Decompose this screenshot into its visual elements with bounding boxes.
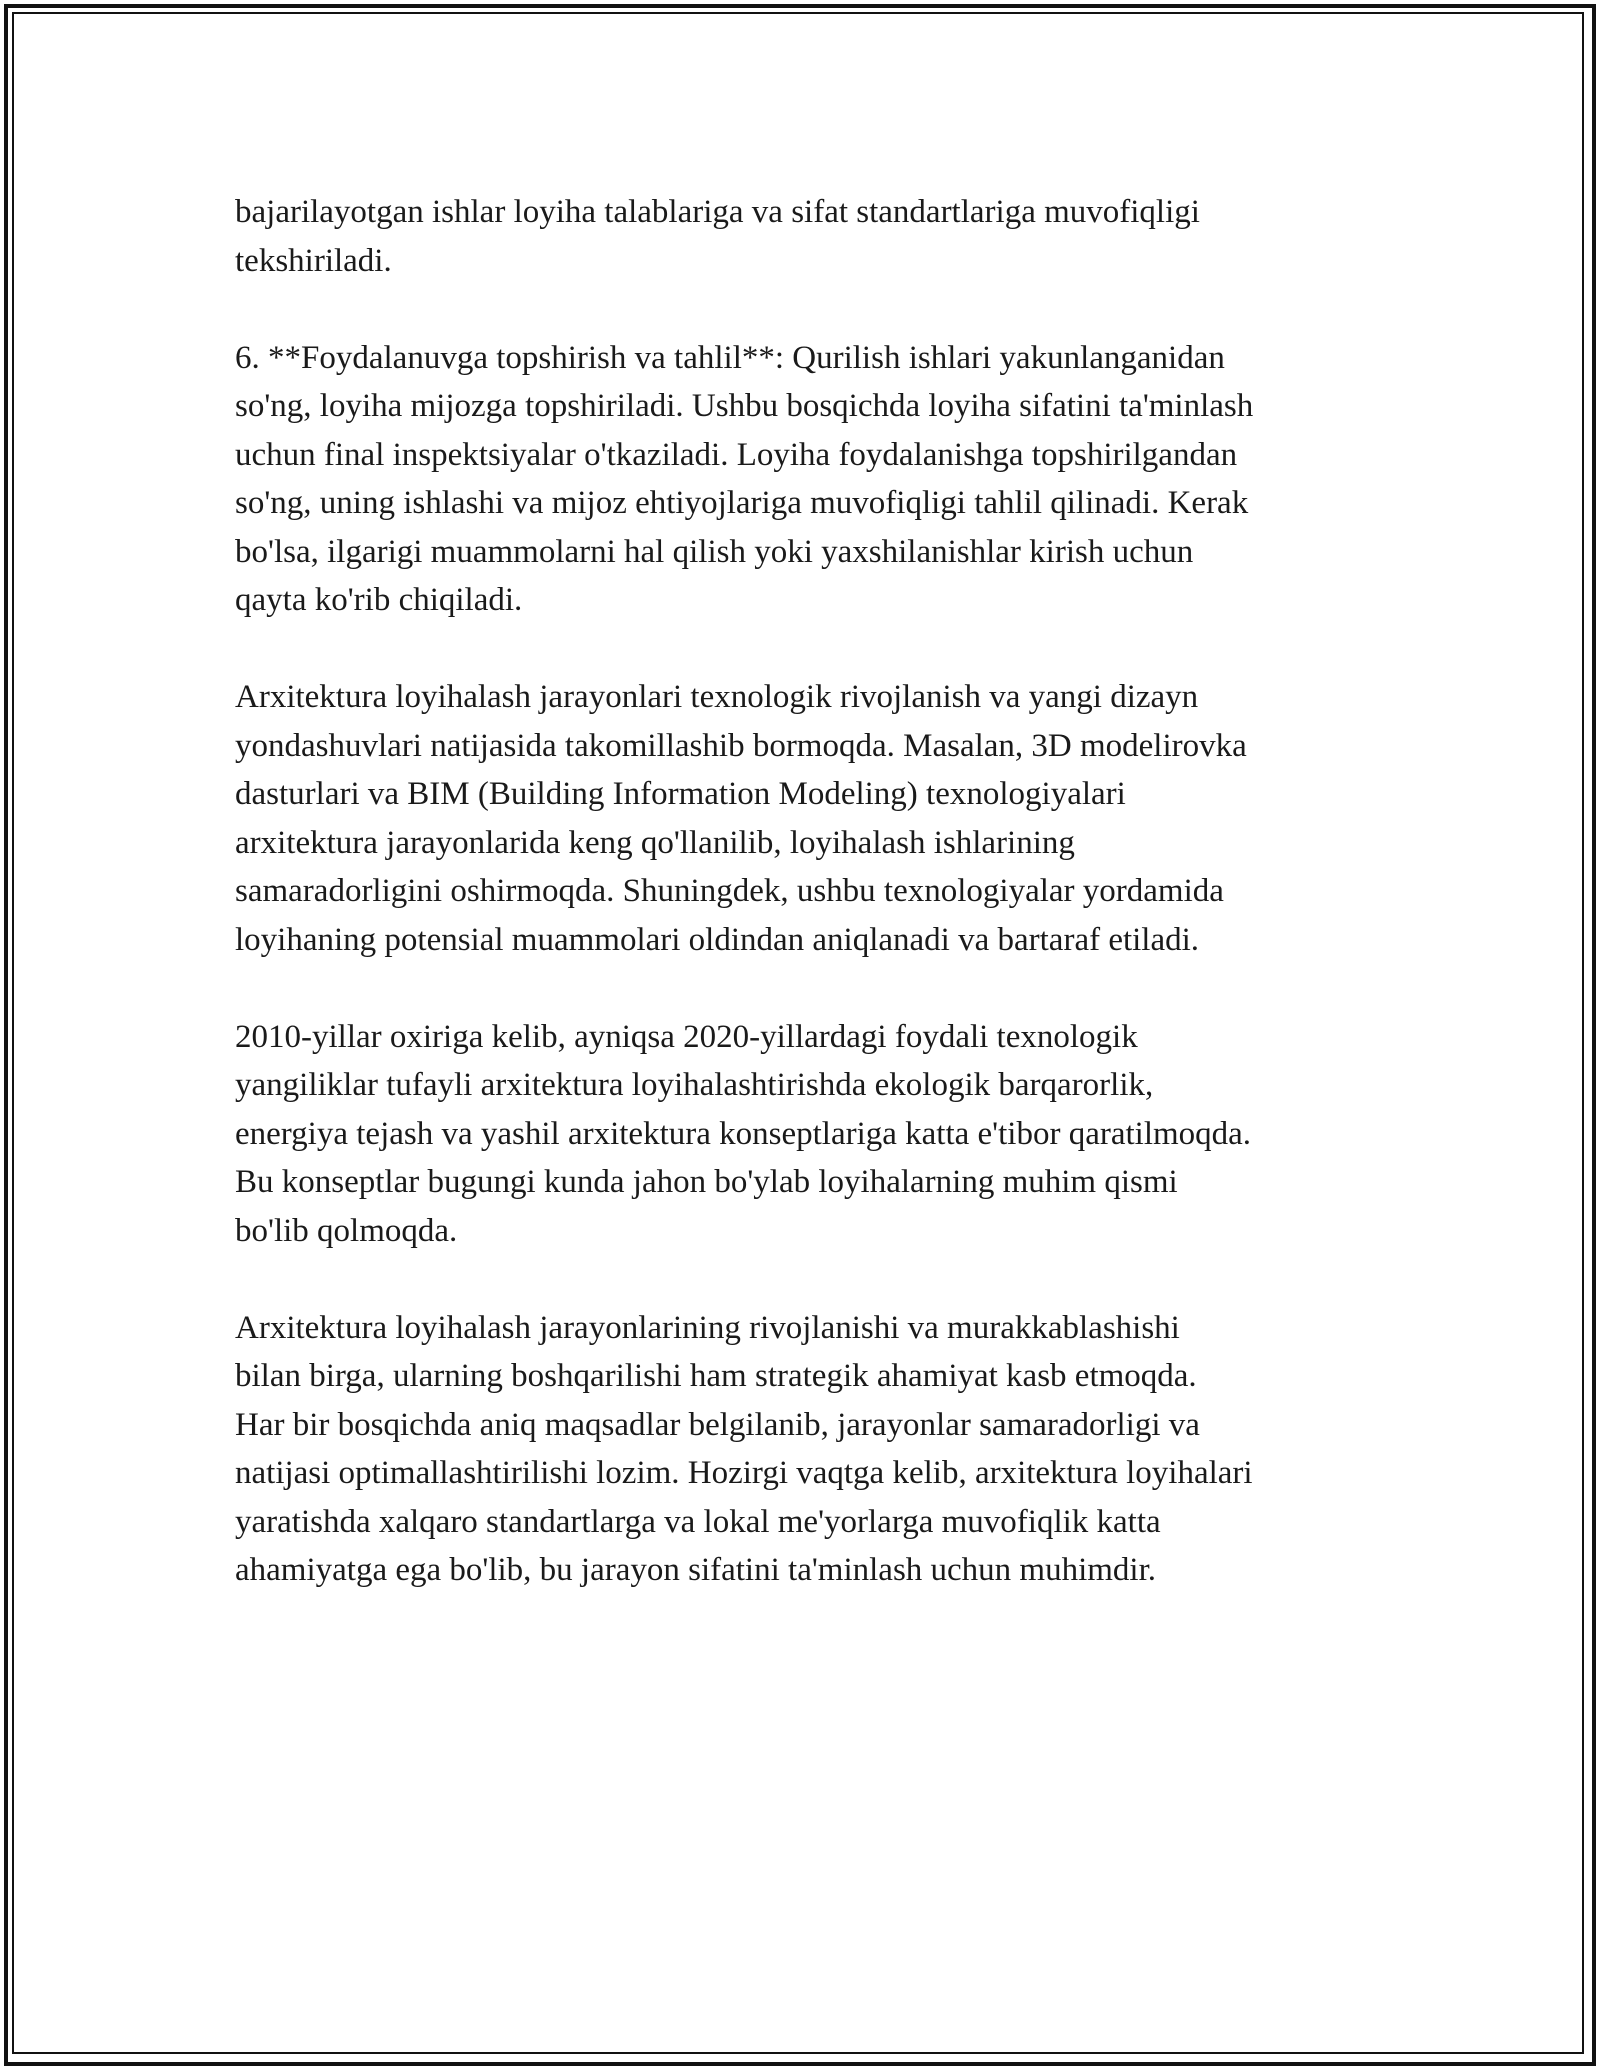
text-line: arxitektura jarayonlarida keng qo'llanilib, loyihalash ishlarining <box>235 824 1075 861</box>
text-line: Arxitektura loyihalash jarayonlari texnologik rivojlanish va yangi dizayn <box>235 679 1199 715</box>
text-line: Arxitektura loyihalash jarayonlarining rivojlanishi va murakkablashishi <box>235 1309 1180 1346</box>
paragraph-technology-development <box>235 673 1375 964</box>
paragraph-ecological-sustainability <box>235 1013 1375 1256</box>
text-line: loyihaning potensial muammolari oldindan aniqlanadi va bartaraf etiladi. <box>235 921 1200 958</box>
text-line: bilan birga, ularning boshqarilishi ham strategik ahamiyat kasb etmoqda. <box>235 1358 1197 1394</box>
text-line: ahamiyatga ega bo'lib, bu jarayon sifatini ta'minlash uchun muhimdir. <box>235 1552 1157 1588</box>
text-line: bajarilayotgan ishlar loyiha talablariga va sifat standartlariga muvofiqligi <box>235 194 1200 230</box>
text-line: Har bir bosqichda aniq maqsadlar belgilanib, jarayonlar samaradorligi va <box>235 1406 1200 1443</box>
paragraph-inspection-continuation <box>235 188 1375 285</box>
text-line: yaratishda xalqaro standartlarga va lokal me'yorlarga muvofiqlik katta <box>235 1503 1161 1540</box>
paragraph-process-management <box>235 1304 1375 1595</box>
text-line: bo'lsa, ilgarigi muammolarni hal qilish yoki yaxshilanishlar kirish uchun <box>235 533 1194 570</box>
text-line: bo'lib qolmoqda. <box>235 1212 458 1249</box>
text-line: 2010-yillar oxiriga kelib, ayniqsa 2020-yillardagi foydali texnologik <box>235 1018 1138 1055</box>
document-body <box>235 188 1375 1643</box>
text-line: yondashuvlari natijasida takomillashib bormoqda. Masalan, 3D modelirovka <box>235 727 1247 764</box>
text-line: Bu konseptlar bugungi kunda jahon bo'ylab loyihalarning muhim qismi <box>235 1164 1178 1200</box>
text-line: tekshiriladi. <box>235 242 392 279</box>
text-line: qayta ko'rib chiqiladi. <box>235 582 523 618</box>
paragraph-handover-analysis <box>235 334 1375 625</box>
text-line: dasturlari va BIM (Building Information Modeling) texnologiyalari <box>235 776 1126 812</box>
text-line: uchun final inspektsiyalar o'tkaziladi. Loyiha foydalanishga topshirilgandan <box>235 436 1238 473</box>
text-line: so'ng, uning ishlashi va mijoz ehtiyojlariga muvofiqligi tahlil qilinadi. Kerak <box>235 485 1249 521</box>
text-line: samaradorligini oshirmoqda. Shuningdek, ushbu texnologiyalar yordamida <box>235 873 1224 909</box>
text-line: 6. **Foydalanuvga topshirish va tahlil**: Qurilish ishlari yakunlanganidan <box>235 339 1225 376</box>
text-line: so'ng, loyiha mijozga topshiriladi. Ushbu bosqichda loyiha sifatini ta'minlash <box>235 388 1254 424</box>
text-line: yangiliklar tufayli arxitektura loyihalashtirishda ekologik barqarorlik, <box>235 1067 1154 1103</box>
text-line: energiya tejash va yashil arxitektura konseptlariga katta e'tibor qaratilmoqda. <box>235 1115 1252 1152</box>
text-line: natijasi optimallashtirilishi lozim. Hozirgi vaqtga kelib, arxitektura loyihalari <box>235 1455 1253 1491</box>
